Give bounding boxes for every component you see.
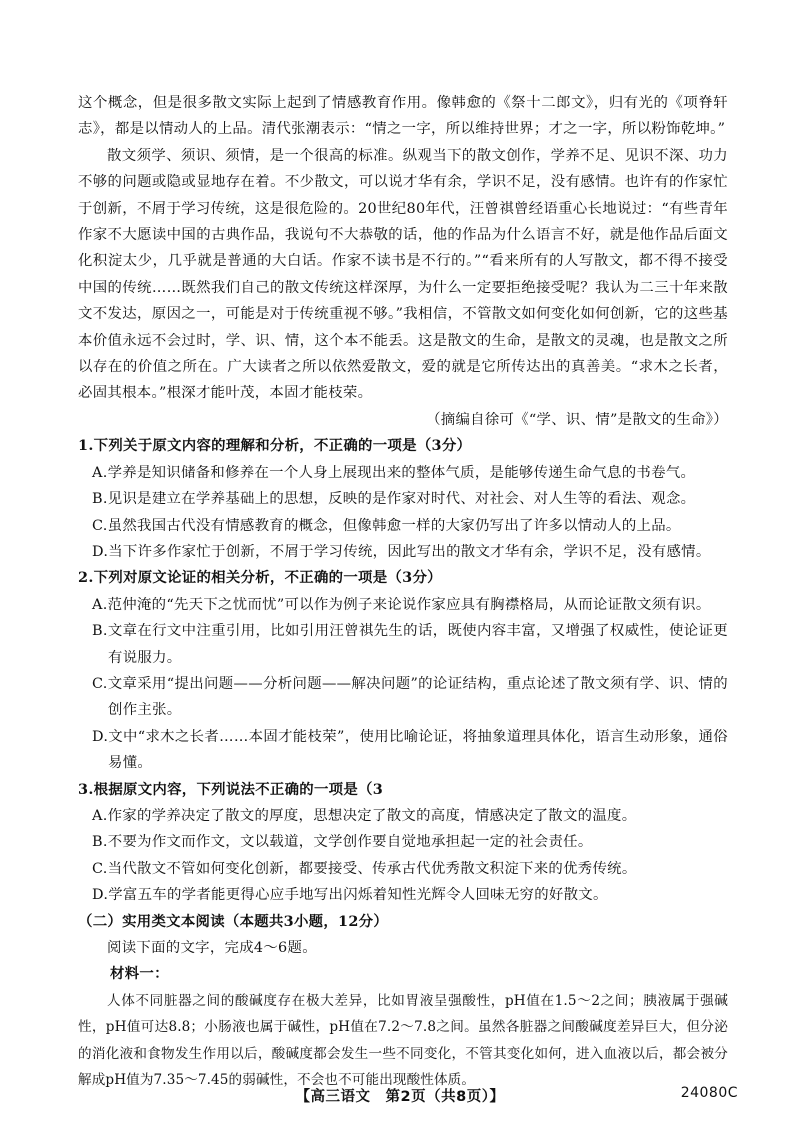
question-option: D.文中“求木之长者……本固才能枝荣”，使用比喻论证，将抽象道理具体化，语言生动形象，通俗易懂。 (92, 728, 728, 772)
passage-source: （摘编自徐可《“学、识、情”是散文的生命》） (426, 411, 728, 428)
question-option: A.作家的学养决定了散文的厚度，思想决定了散文的高度，情感决定了散文的温度。 (92, 807, 637, 824)
page-footer (0, 1085, 800, 1111)
section-instruction: 阅读下面的文字，完成4～6题。 (107, 940, 317, 956)
question-option: A.学养是知识储备和修养在一个人身上展现出来的整体气质，是能够传递生命气息的书卷气。 (92, 464, 696, 481)
question-option: C.文章采用“提出问题——分析问题——解决问题”的论证结构，重点论述了散文须有学、识、情的创作主张。 (92, 675, 728, 719)
material-label: 材料一： (110, 965, 169, 983)
passage-paragraph: 散文须学、须识、须情，是一个很高的标准。纵观当下的散文创作，学养不足、见识不深、功力不够的问题或隐或显地存在着。不少散文，可以说才华有余，学识不足，没有感情。也许有的作家忙于创新，不屑于学习传统，这是很危险的。20世纪80年代，汪曾祺曾经语重心长地说过：“有些青年作家不大愿读中国的古典作品，我说句不大恭敬的话，他的作品为什么语言不好，就是他作品后面文化积淀太少，几乎就是普通的大白话。作家不读书是不行的。”“看来所有的人写散文，都不得不接受中国的传统……既然我们自己的散文传统这样深厚，为什么一定要拒绝接受呢？我认为二三十年来散文不发达，原因之一，可能是对于传统重视不够。”我相信，不管散文如何变化如何创新，它的这些基本价值永远不会过时，学、识、情，这个本不能丢。这是散文的生命，是散文的灵魂，也是散文之所以存在的价值之所在。广大读者之所以依然爱散文，爱的就是它所传达出的真善美。“求木之长者，必固其根本。”根深才能叶茂，本固才能枝荣。 (78, 147, 728, 402)
footer-page-label: 【高三语文 第2页（共8页）】 (295, 1089, 505, 1105)
question-option: B.文章在行文中注重引用，比如引用汪曾祺先生的话，既使内容丰富，又增强了权威性，使论证更有说服力。 (92, 623, 728, 666)
question-option: D.当下许多作家忙于创新，不屑于学习传统，因此写出的散文才华有余，学识不足，没有感情。 (92, 543, 711, 560)
question-option: B.不要为作文而作文，文以载道，文学创作要自觉地承担起一定的社会责任。 (92, 834, 593, 851)
body-text (78, 90, 728, 1093)
footer-exam-code: 24080C (680, 1085, 738, 1101)
question-option: C.当代散文不管如何变化创新，都要接受、传承古代优秀散文积淀下来的优秀传统。 (92, 860, 637, 877)
question-option: B.见识是建立在学养基础上的思想，反映的是作家对时代、对社会、对人生等的看法、观念。 (92, 491, 696, 508)
question-stem: 1.下列关于原文内容的理解和分析，不正确的一项是（3分） (78, 437, 472, 455)
section-heading: （二）实用类文本阅读（本题共3小题，12分） (78, 912, 389, 930)
passage-paragraph: 这个概念，但是很多散文实际上起到了情感教育作用。像韩愈的《祭十二郎文》，归有光的《项脊轩志》，都是以情动人的上品。清代张潮表示：“情之一字，所以维持世界；才之一字，所以粉饰乾坤。” (78, 95, 728, 138)
question-stem: 3.根据原文内容，下列说法不正确的一项是（3 (78, 780, 384, 798)
material-text: 人体不同脏器之间的酸碱度存在极大差异，比如胃液呈强酸性，pH值在1.5～2之间；胰液属于强碱性，pH值可达8.8；小肠液也属于碱性，pH值在7.2～7.8之间。虽然各脏器之间酸碱度差异巨大，但分泌的消化液和食物发生作用以后，酸碱度都会发生一些不同变化，不管其变化如何，进入血液以后，都会被分解成pH值为7.35～7.45的弱碱性，不会也不可能出现酸性体质。 (78, 992, 728, 1089)
question-stem: 2.下列对原文论证的相关分析，不正确的一项是（3分） (78, 569, 442, 587)
question-option: C.虽然我国古代没有情感教育的概念，但像韩愈一样的大家仍写出了许多以情动人的上品。 (92, 517, 681, 534)
question-option: D.学富五车的学者能更得心应手地写出闪烁着知性光辉令人回味无穷的好散文。 (92, 887, 608, 904)
question-option: A.范仲淹的“先天下之忧而忧”可以作为例子来论说作家应具有胸襟格局，从而论证散文须有识。 (92, 596, 711, 613)
